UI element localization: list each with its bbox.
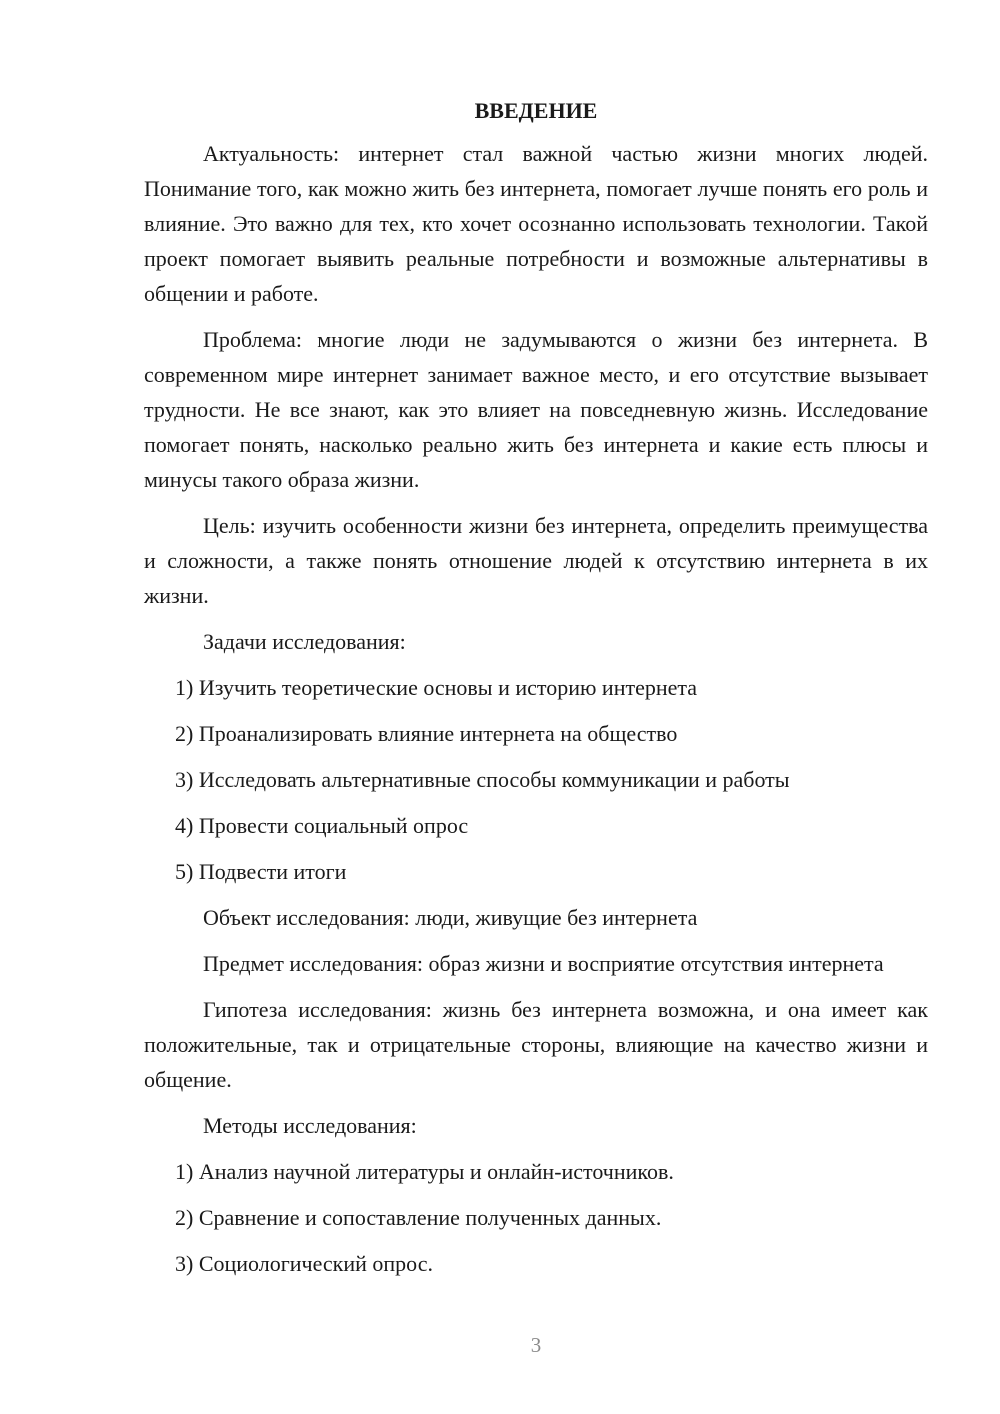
page-number: 3: [530, 1333, 542, 1357]
goal-paragraph: Цель: изучить особенности жизни без интернета, определить преимущества и сложности, а также понять отношение людей к отсутствию интернета в их жизни.: [144, 513, 928, 608]
methods-list: [144, 1154, 928, 1281]
document-page: [144, 96, 928, 1292]
object-paragraph: Объект исследования: люди, живущие без интернета: [203, 905, 698, 930]
method-item: 3) Социологический опрос.: [175, 1251, 433, 1276]
page-title: ВВЕДЕНИЕ: [474, 98, 598, 123]
method-item: 1) Анализ научной литературы и онлайн-источников.: [175, 1159, 674, 1184]
hypothesis-paragraph: Гипотеза исследования: жизнь без интернета возможна, и она имеет как положительные, так и отрицательные стороны, влияющие на качество жизни и общение.: [144, 997, 928, 1092]
task-item: 1) Изучить теоретические основы и историю интернета: [175, 675, 698, 700]
task-item: 4) Провести социальный опрос: [175, 813, 469, 838]
methods-heading: Методы исследования:: [203, 1113, 417, 1138]
problem-paragraph: Проблема: многие люди не задумываются о жизни без интернета. В современном мире интернет занимает важное место, и его отсутствие вызывает трудности. Не все знают, как это влияет на повседневную жизнь. Исследование помогает понять, насколько реально жить без интернета и какие есть плюсы и минусы такого образа жизни.: [144, 327, 928, 492]
task-item: 5) Подвести итоги: [175, 859, 347, 884]
task-item: 2) Проанализировать влияние интернета на общество: [175, 721, 678, 746]
method-item: 2) Сравнение и сопоставление полученных данных.: [175, 1205, 662, 1230]
relevance-paragraph: Актуальность: интернет стал важной частью жизни многих людей. Понимание того, как можно жить без интернета, помогает лучше понять его роль и влияние. Это важно для тех, кто хочет осознанно использовать технологии. Такой проект помогает выявить реальные потребности и возможные альтернативы в общении и работе.: [144, 141, 928, 306]
task-item: 3) Исследовать альтернативные способы коммуникации и работы: [175, 767, 790, 792]
tasks-heading: Задачи исследования:: [203, 629, 406, 654]
subject-paragraph: Предмет исследования: образ жизни и восприятие отсутствия интернета: [203, 951, 884, 976]
tasks-list: [144, 670, 928, 889]
